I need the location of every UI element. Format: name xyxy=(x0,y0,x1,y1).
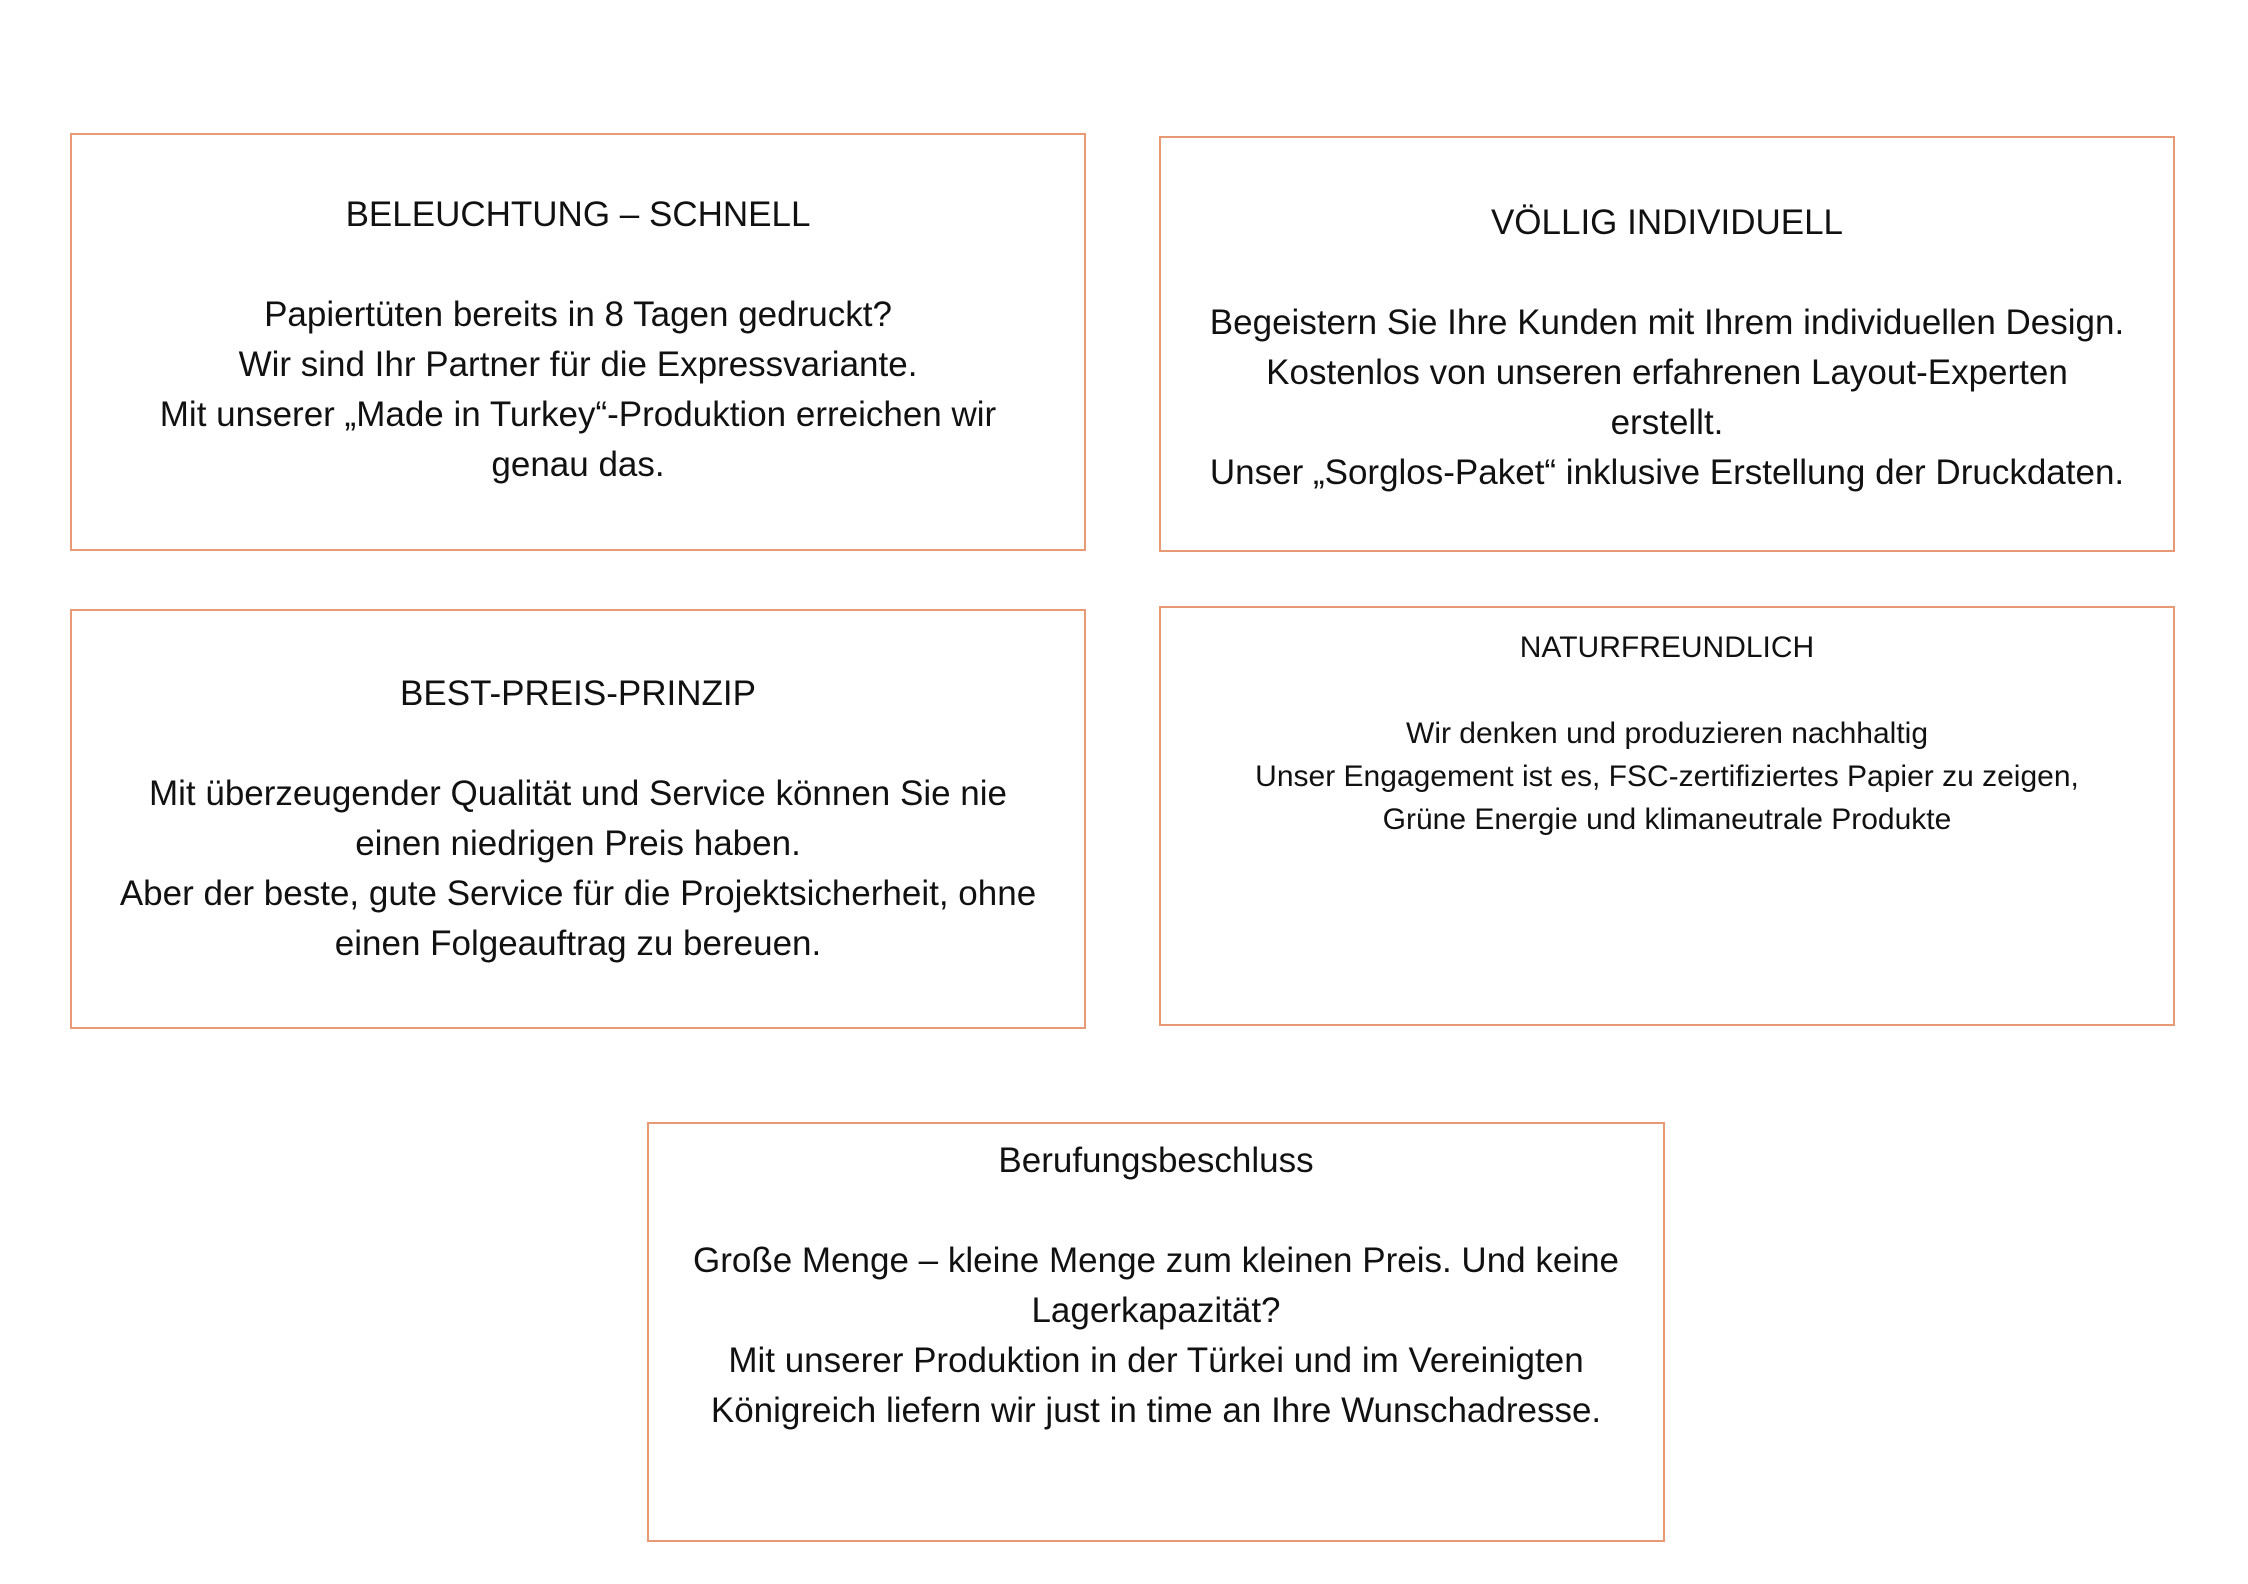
card-text-line: Unser „Sorglos-Paket“ inklusive Erstellung der Druckdaten. xyxy=(1209,453,2125,492)
card-text-line: Papiertüten bereits in 8 Tagen gedruckt? xyxy=(264,295,892,334)
card-text-line: Aber der beste, gute Service für die Projektsicherheit, ohne einen Folgeauftrag zu bereuen. xyxy=(119,874,1037,963)
card-title: Berufungsbeschluss xyxy=(998,1141,1314,1180)
card-text-line: Wir denken und produzieren nachhaltig xyxy=(1406,717,1928,750)
card-fully-individual xyxy=(1159,136,2175,552)
card-text-line: Mit unserer Produktion in der Türkei und im Vereinigten Königreich liefern wir just in time an Ihre Wunschadresse. xyxy=(710,1341,1602,1430)
card-text-line: Große Menge – kleine Menge zum kleinen Preis. Und keine Lagerkapazität? xyxy=(692,1241,1620,1330)
card-title: VÖLLIG INDIVIDUELL xyxy=(1490,203,1844,242)
card-text-line: Mit überzeugender Qualität und Service können Sie nie einen niedrigen Preis haben. xyxy=(148,774,1008,863)
card-text-line: Unser Engagement ist es, FSC-zertifiziertes Papier zu zeigen, xyxy=(1255,760,2079,793)
card-text-line: Wir sind Ihr Partner für die Expressvariante. xyxy=(238,345,918,384)
card-body xyxy=(1181,712,2153,841)
card-text-line: Kostenlos von unseren erfahrenen Layout-Experten erstellt. xyxy=(1266,353,2068,442)
card-body xyxy=(92,769,1064,969)
card-body xyxy=(669,1236,1643,1436)
card-text-line: Grüne Energie und klimaneutrale Produkte xyxy=(1382,803,1952,836)
card-body xyxy=(92,290,1064,490)
card-title: BEST-PREIS-PRINZIP xyxy=(400,674,756,713)
card-text-line: Begeistern Sie Ihre Kunden mit Ihrem individuellen Design. xyxy=(1209,303,2125,342)
card-calling-decision xyxy=(647,1122,1665,1542)
card-eco-friendly xyxy=(1159,606,2175,1026)
card-fast-lighting xyxy=(70,133,1086,551)
card-body xyxy=(1181,298,2153,498)
card-title: BELEUCHTUNG – SCHNELL xyxy=(345,195,811,234)
card-best-price xyxy=(70,609,1086,1029)
card-text-line: Mit unserer „Made in Turkey“-Produktion erreichen wir genau das. xyxy=(159,395,997,484)
card-title: NATURFREUNDLICH xyxy=(1519,631,1815,664)
